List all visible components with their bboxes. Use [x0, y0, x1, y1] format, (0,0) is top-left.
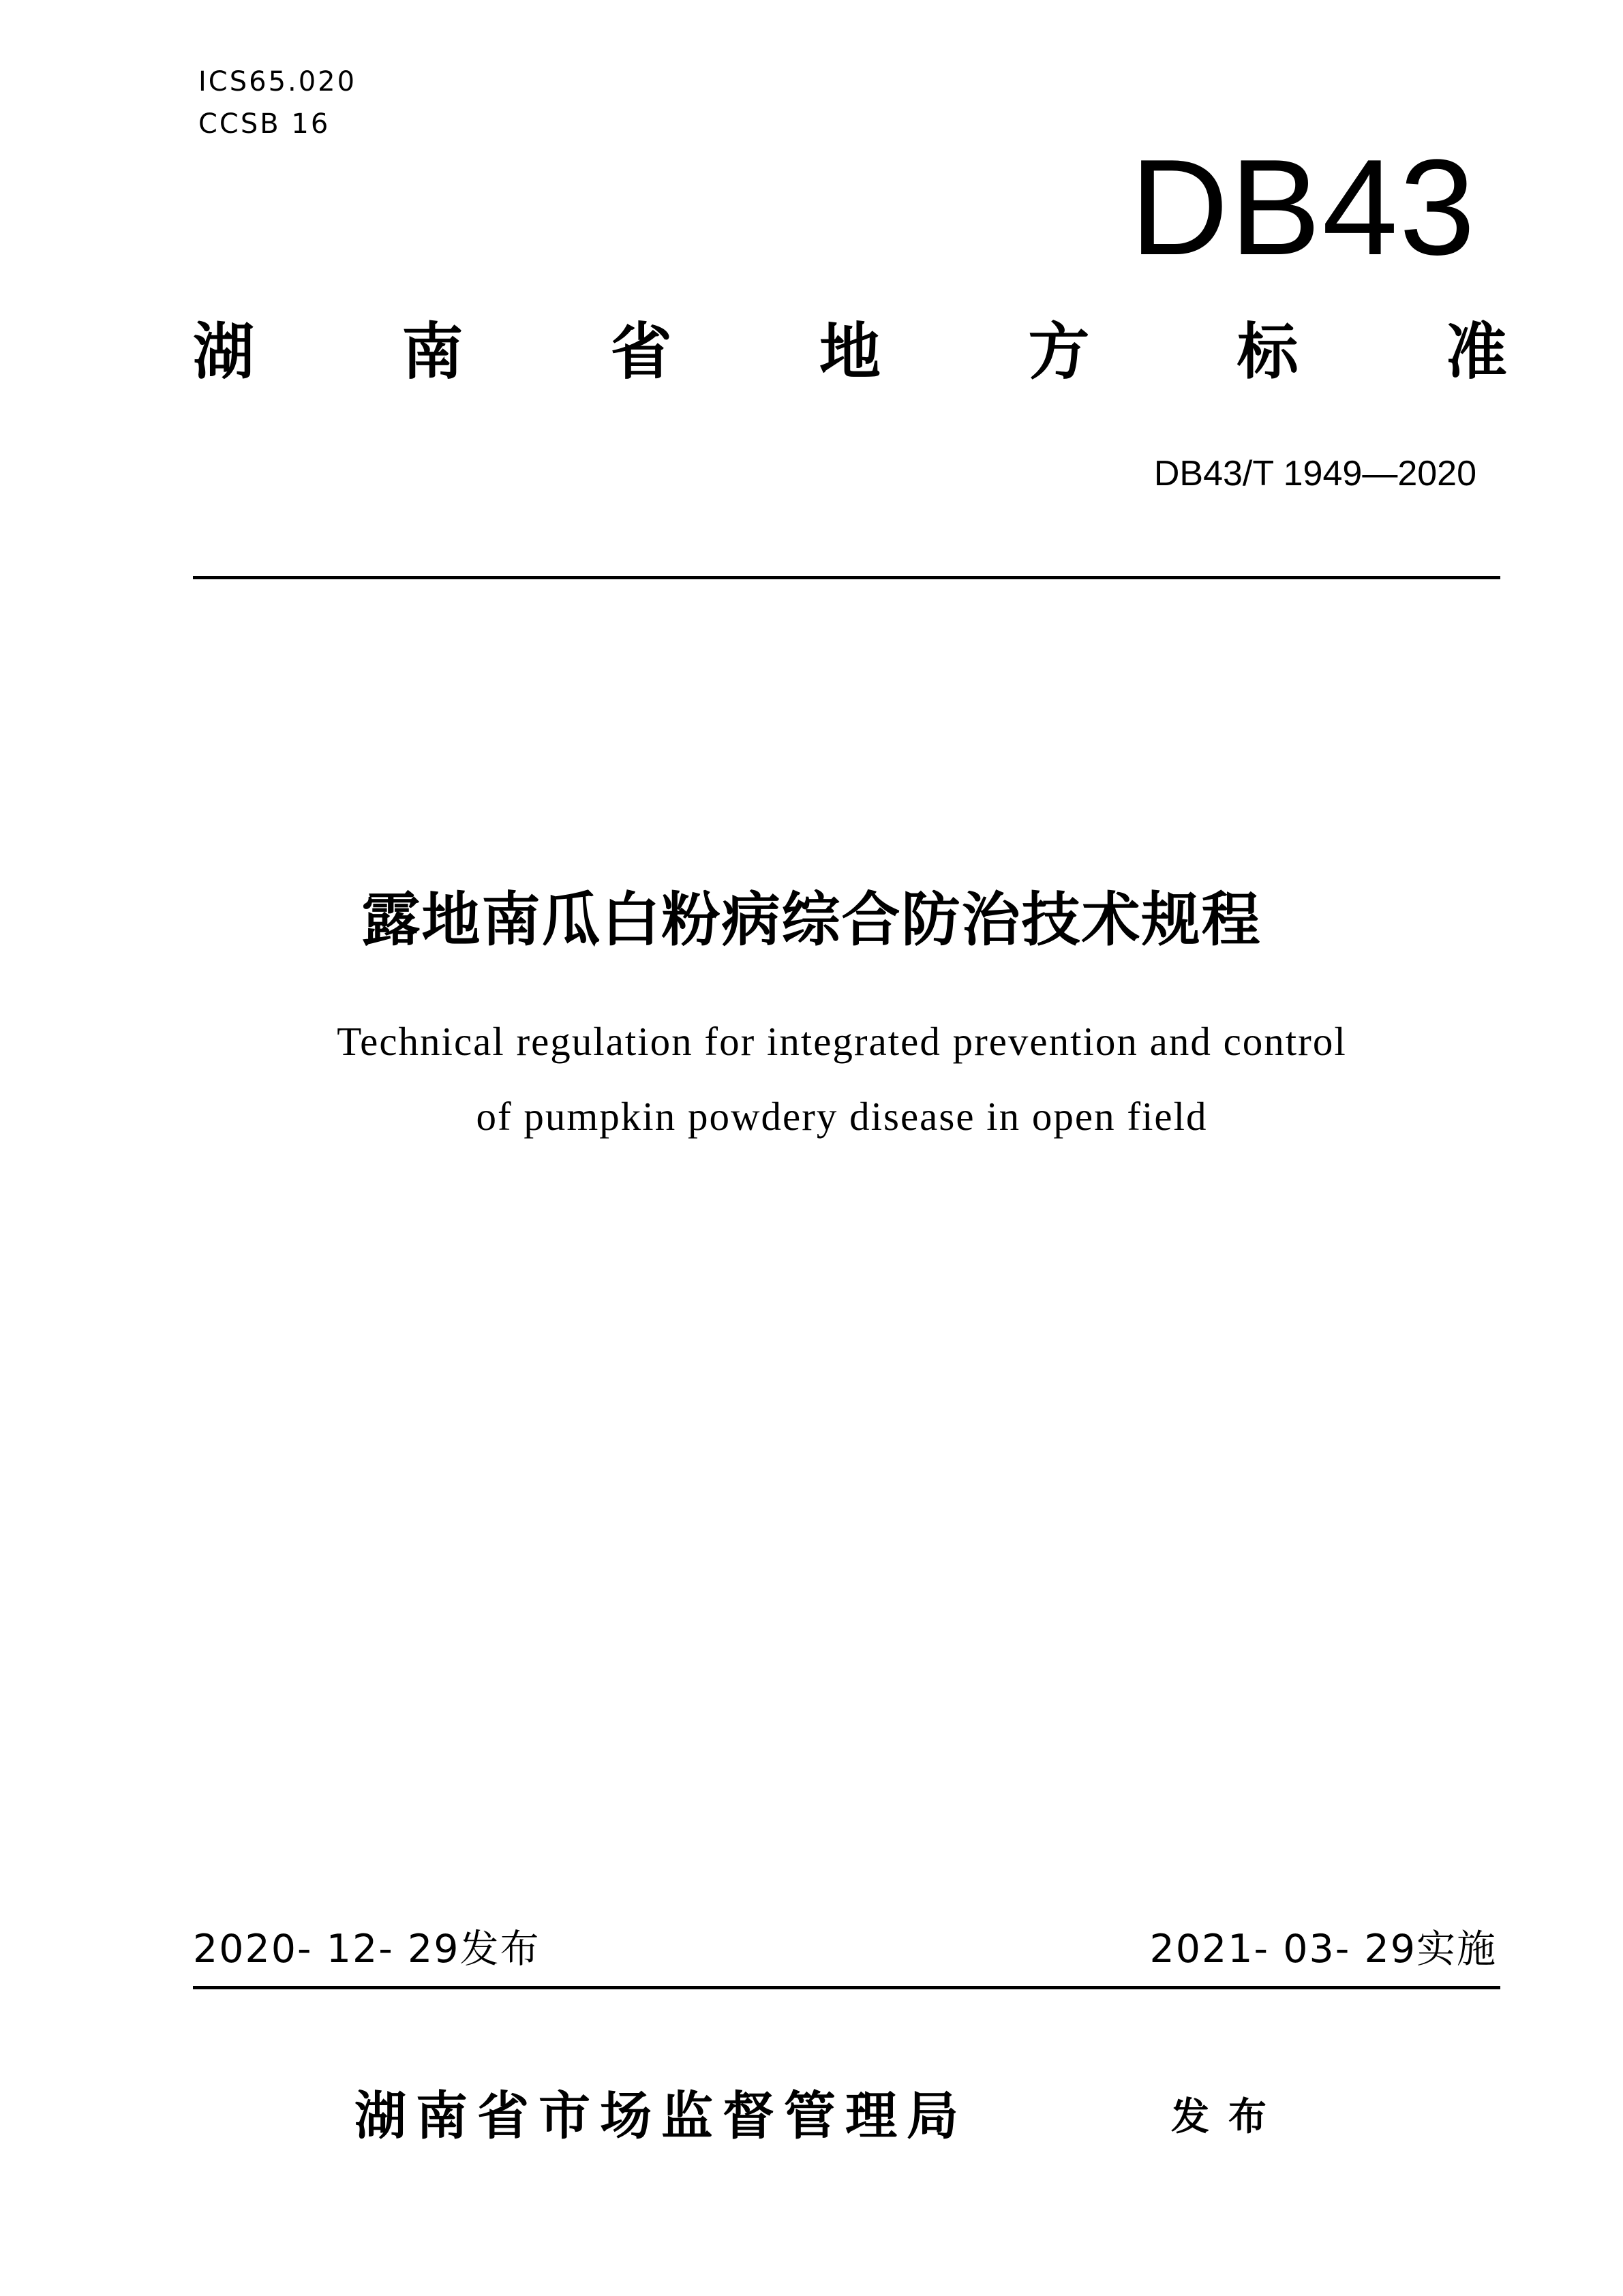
publisher-name: 湖南省市场监督管理局 [354, 2085, 968, 2146]
ccs-code: CCSB 16 [198, 108, 331, 140]
standard-type-char: 方 [1028, 316, 1090, 388]
publish-label: 发布 [1171, 2095, 1286, 2139]
document-title-english-line1: Technical regulation for integrated prevention and control [337, 1019, 1347, 1064]
standard-number: DB43/T 1949—2020 [1153, 454, 1476, 493]
standard-type-heading [193, 305, 1507, 387]
standard-type-char: 标 [1237, 316, 1299, 388]
implementation-date: 2021- 03- 29实施 [1149, 1927, 1497, 1972]
standard-type-char: 湖 [193, 316, 254, 388]
standard-type-char: 南 [401, 316, 464, 388]
standard-type-char: 准 [1445, 316, 1507, 388]
standard-type-char: 地 [819, 316, 881, 388]
bottom-divider [193, 1986, 1500, 1989]
document-title-chinese: 露地南瓜白粉病综合防治技术规程 [361, 886, 1262, 954]
ics-code: ICS65.020 [198, 66, 357, 97]
issue-date: 2020- 12- 29发布 [193, 1927, 541, 1972]
top-divider [193, 576, 1500, 579]
standard-type-char: 省 [610, 316, 672, 388]
standard-code-large: DB43 [1129, 132, 1476, 284]
document-title-english-line2: of pumpkin powdery disease in open field [476, 1094, 1208, 1139]
